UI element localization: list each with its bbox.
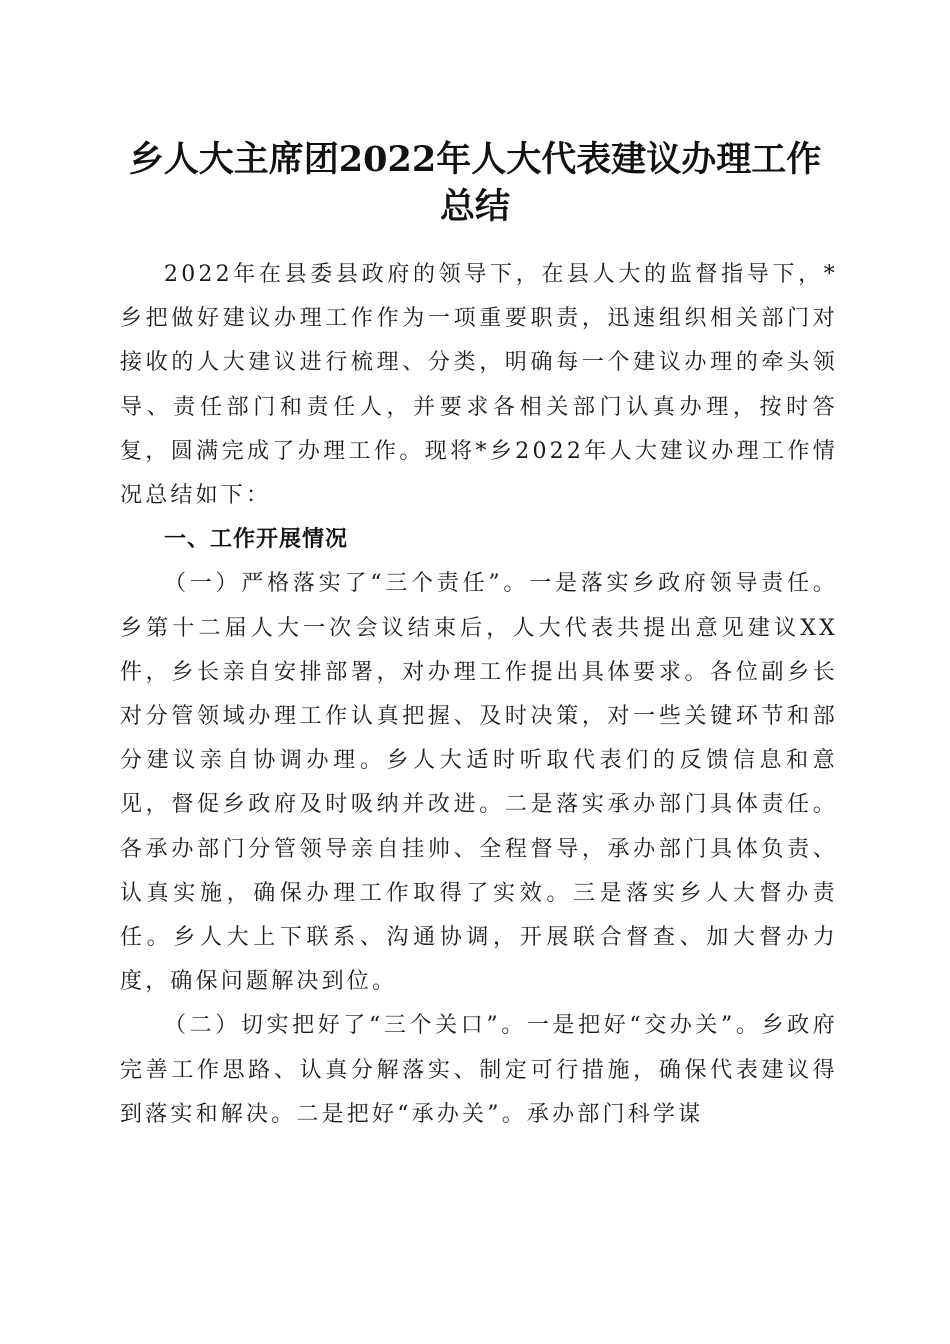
document-body bbox=[120, 253, 838, 1137]
section-heading: 一、工作开展情况 bbox=[164, 527, 349, 553]
document-title: 乡人大主席团2022年人大代表建议办理工作 bbox=[128, 139, 822, 180]
paragraph-three-checkpoints: （二）切实把好了“三个关口”。一是把好“交办关”。乡政府完善工作思路、认真分解落实、制定可行措施，确保代表建议得到落实和解决。二是把好“承办关”。承办部门科学谋 bbox=[120, 1013, 838, 1127]
document-title-continuation: 总结 bbox=[439, 186, 510, 227]
paragraph-three-responsibilities: （一）严格落实了“三个责任”。一是落实乡政府领导责任。乡第十二届人大一次会议结束后，人大代表共提出意见建议XX件，乡长亲自安排部署，对办理工作提出具体要求。各位副乡长对分管领域办理工作认真把握、及时决策，对一些关键环节和部分建议亲自协调办理。乡人大适时听取代表们的反馈信息和意见，督促乡政府及时吸纳并改进。二是落实承办部门具体责任。各承办部门分管领导亲自挂帅、全程督导，承办部门具体负责、认真实施，确保办理工作取得了实效。三是落实乡人大督办责任。乡人大上下联系、沟通协调，开展联合督查、加大督办力度，确保问题解决到位。 bbox=[120, 571, 838, 995]
intro-paragraph: 2022年在县委县政府的领导下，在县人大的监督指导下，*乡把做好建议办理工作作为一项重要职责，迅速组织相关部门对接收的人大建议进行梳理、分类，明确每一个建议办理的牵头领导、责任部门和责任人，并要求各相关部门认真办理，按时答复，圆满完成了办理工作。现将*乡2022年人大建议办理工作情况总结如下： bbox=[120, 262, 838, 509]
